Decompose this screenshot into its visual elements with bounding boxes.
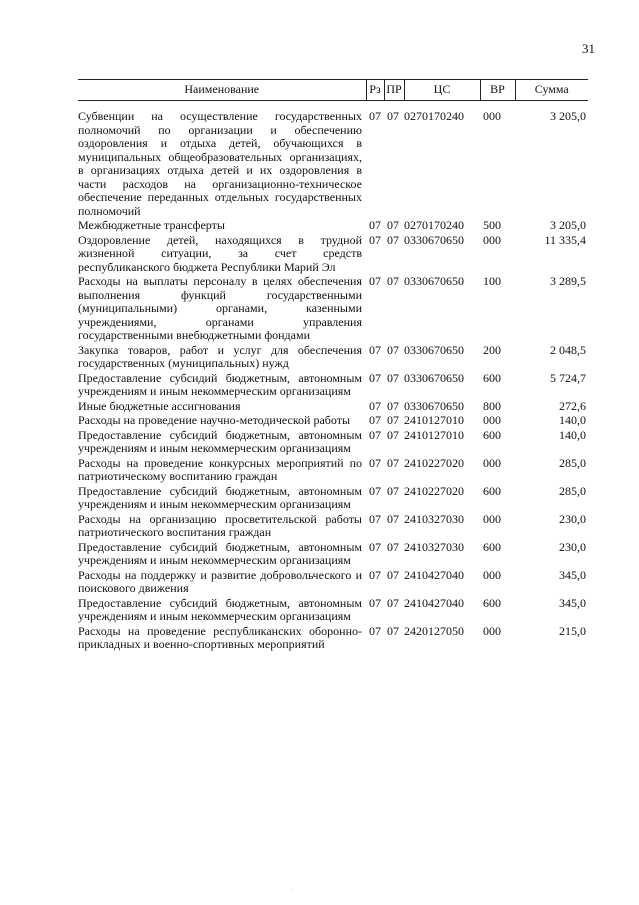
cell-pr: 07 bbox=[387, 483, 399, 498]
cell-pr: 07 bbox=[387, 109, 399, 123]
table-row bbox=[78, 512, 588, 540]
cell-vr: 000 bbox=[483, 511, 501, 526]
cell-rz: 07 bbox=[369, 274, 381, 288]
cell-name: Межбюджетные трансферты bbox=[78, 218, 225, 232]
cell-cs: 0330670650 bbox=[404, 398, 464, 413]
cell-vr: 500 bbox=[483, 218, 501, 232]
table-row bbox=[78, 218, 588, 233]
cell-rz: 07 bbox=[369, 623, 381, 638]
cell-name: Иные бюджетные ассигнования bbox=[78, 398, 241, 413]
cell-rz: 07 bbox=[369, 218, 381, 232]
cell-sum: 140,0 bbox=[559, 427, 586, 442]
table-row bbox=[78, 343, 588, 371]
cell-rz: 07 bbox=[369, 342, 381, 357]
cell-cs: 0270170240 bbox=[404, 109, 464, 123]
cell-name: Расходы на проведение конкурсных мероприятий по патриотическому воспитанию граждан bbox=[78, 455, 362, 483]
cell-sum: 345,0 bbox=[559, 567, 586, 582]
cell-name: Закупка товаров, работ и услуг для обеспечения государственных (муниципальных) нужд bbox=[78, 342, 362, 370]
budget-table bbox=[78, 79, 588, 652]
cell-vr: 600 bbox=[483, 483, 501, 498]
cell-name: Предоставление субсидий бюджетным, автономным учреждениям и иным некоммерческим организациям bbox=[78, 427, 362, 455]
cell-name: Предоставление субсидий бюджетным, автономным учреждениям и иным некоммерческим организациям bbox=[78, 483, 362, 511]
cell-pr: 07 bbox=[387, 427, 399, 442]
cell-cs: 2410127010 bbox=[404, 427, 464, 442]
table-row bbox=[78, 371, 588, 399]
cell-rz: 07 bbox=[369, 398, 381, 413]
cell-cs: 2410327030 bbox=[404, 539, 464, 554]
cell-rz: 07 bbox=[369, 455, 381, 470]
cell-vr: 600 bbox=[483, 370, 501, 385]
page-number: 31 bbox=[582, 41, 595, 56]
cell-rz: 07 bbox=[369, 232, 381, 247]
cell-sum: 140,0 bbox=[559, 413, 586, 427]
header-name: Наименование bbox=[78, 80, 366, 101]
cell-pr: 07 bbox=[387, 398, 399, 413]
cell-sum: 5 724,7 bbox=[550, 370, 586, 385]
table-row bbox=[78, 274, 588, 343]
table-row bbox=[78, 540, 588, 568]
cell-vr: 000 bbox=[483, 413, 501, 427]
table-row bbox=[78, 624, 588, 652]
cell-pr: 07 bbox=[387, 595, 399, 610]
cell-vr: 200 bbox=[483, 342, 501, 357]
cell-name: Расходы на выплаты персоналу в целях обеспечения выполнения функций государственными (муниципальными) органами, казенными учреждениями, органами управления государственными внебюджетными фондами bbox=[78, 274, 362, 342]
cell-pr: 07 bbox=[387, 218, 399, 232]
cell-rz: 07 bbox=[369, 370, 381, 385]
cell-sum: 230,0 bbox=[559, 511, 586, 526]
cell-cs: 0330670650 bbox=[404, 232, 464, 247]
cell-sum: 3 205,0 bbox=[550, 218, 586, 232]
table-row bbox=[78, 596, 588, 624]
cell-pr: 07 bbox=[387, 342, 399, 357]
cell-vr: 000 bbox=[483, 109, 501, 123]
cell-rz: 07 bbox=[369, 511, 381, 526]
cell-cs: 0270170240 bbox=[404, 218, 464, 232]
cell-name: Расходы на организацию просветительской работы патриотического воспитания граждан bbox=[78, 511, 362, 539]
cell-pr: 07 bbox=[387, 567, 399, 582]
cell-cs: 2420127050 bbox=[404, 623, 464, 638]
cell-rz: 07 bbox=[369, 109, 381, 123]
cell-name: Субвенции на осуществление государственных полномочий по организации и обеспечению оздоровления и отдыха детей, обучающихся в муниципальных общеобразовательных организациях, в организациях отдыха детей и их оздоровления в части расходов на организационно-техническое обеспечение переданных отдельных государственных полномочий bbox=[78, 109, 362, 218]
cell-rz: 07 bbox=[369, 567, 381, 582]
header-rz: Рз bbox=[366, 80, 384, 101]
cell-rz: 07 bbox=[369, 413, 381, 427]
cell-pr: 07 bbox=[387, 274, 399, 288]
cell-vr: 600 bbox=[483, 595, 501, 610]
cell-vr: 000 bbox=[483, 455, 501, 470]
cell-sum: 285,0 bbox=[559, 483, 586, 498]
cell-sum: 2 048,5 bbox=[550, 342, 586, 357]
table-body bbox=[78, 101, 588, 652]
cell-vr: 000 bbox=[483, 623, 501, 638]
cell-sum: 345,0 bbox=[559, 595, 586, 610]
cell-name: Расходы на поддержку и развитие добровольческого и поискового движения bbox=[78, 567, 362, 595]
header-cs: ЦС bbox=[404, 80, 480, 101]
cell-cs: 2410127010 bbox=[404, 413, 464, 427]
cell-name: Предоставление субсидий бюджетным, автономным учреждениям и иным некоммерческим организациям bbox=[78, 539, 362, 567]
cell-vr: 000 bbox=[483, 567, 501, 582]
table-row bbox=[78, 101, 588, 219]
cell-rz: 07 bbox=[369, 595, 381, 610]
cell-vr: 800 bbox=[483, 398, 501, 413]
cell-cs: 2410227020 bbox=[404, 483, 464, 498]
cell-rz: 07 bbox=[369, 483, 381, 498]
cell-sum: 11 335,4 bbox=[544, 232, 586, 247]
footer-mark: . bbox=[292, 886, 294, 892]
table-row bbox=[78, 456, 588, 484]
header-vr: ВР bbox=[480, 80, 515, 101]
cell-vr: 600 bbox=[483, 427, 501, 442]
cell-sum: 215,0 bbox=[559, 623, 586, 638]
cell-vr: 600 bbox=[483, 539, 501, 554]
cell-cs: 2410327030 bbox=[404, 511, 464, 526]
cell-pr: 07 bbox=[387, 511, 399, 526]
cell-sum: 272,6 bbox=[559, 398, 586, 413]
cell-sum: 230,0 bbox=[559, 539, 586, 554]
cell-name: Предоставление субсидий бюджетным, автономным учреждениям и иным некоммерческим организациям bbox=[78, 370, 362, 398]
cell-pr: 07 bbox=[387, 623, 399, 638]
cell-pr: 07 bbox=[387, 539, 399, 554]
cell-sum: 3 205,0 bbox=[550, 109, 586, 123]
cell-sum: 285,0 bbox=[559, 455, 586, 470]
cell-name: Оздоровление детей, находящихся в трудной жизненной ситуации, за счет средств республиканского бюджета Республики Марий Эл bbox=[78, 232, 362, 274]
cell-cs: 0330670650 bbox=[404, 342, 464, 357]
cell-cs: 2410227020 bbox=[404, 455, 464, 470]
cell-vr: 100 bbox=[483, 274, 501, 288]
cell-rz: 07 bbox=[369, 539, 381, 554]
cell-rz: 07 bbox=[369, 427, 381, 442]
table-row bbox=[78, 484, 588, 512]
cell-pr: 07 bbox=[387, 370, 399, 385]
cell-pr: 07 bbox=[387, 413, 399, 427]
cell-vr: 000 bbox=[483, 232, 501, 247]
cell-pr: 07 bbox=[387, 455, 399, 470]
cell-cs: 2410427040 bbox=[404, 595, 464, 610]
cell-pr: 07 bbox=[387, 232, 399, 247]
cell-name: Расходы на проведение республиканских оборонно-прикладных и военно-спортивных мероприятий bbox=[78, 623, 362, 651]
table-row bbox=[78, 428, 588, 456]
table-header bbox=[78, 80, 588, 101]
table-row bbox=[78, 413, 588, 428]
table-row bbox=[78, 399, 588, 414]
table-row bbox=[78, 568, 588, 596]
header-sum: Сумма bbox=[515, 80, 588, 101]
table-row bbox=[78, 233, 588, 275]
cell-cs: 2410427040 bbox=[404, 567, 464, 582]
cell-name: Предоставление субсидий бюджетным, автономным учреждениям и иным некоммерческим организациям bbox=[78, 595, 362, 623]
cell-cs: 0330670650 bbox=[404, 370, 464, 385]
cell-sum: 3 289,5 bbox=[550, 274, 586, 288]
cell-cs: 0330670650 bbox=[404, 274, 464, 288]
cell-name: Расходы на проведение научно-методической работы bbox=[78, 413, 351, 427]
header-pr: ПР bbox=[384, 80, 404, 101]
